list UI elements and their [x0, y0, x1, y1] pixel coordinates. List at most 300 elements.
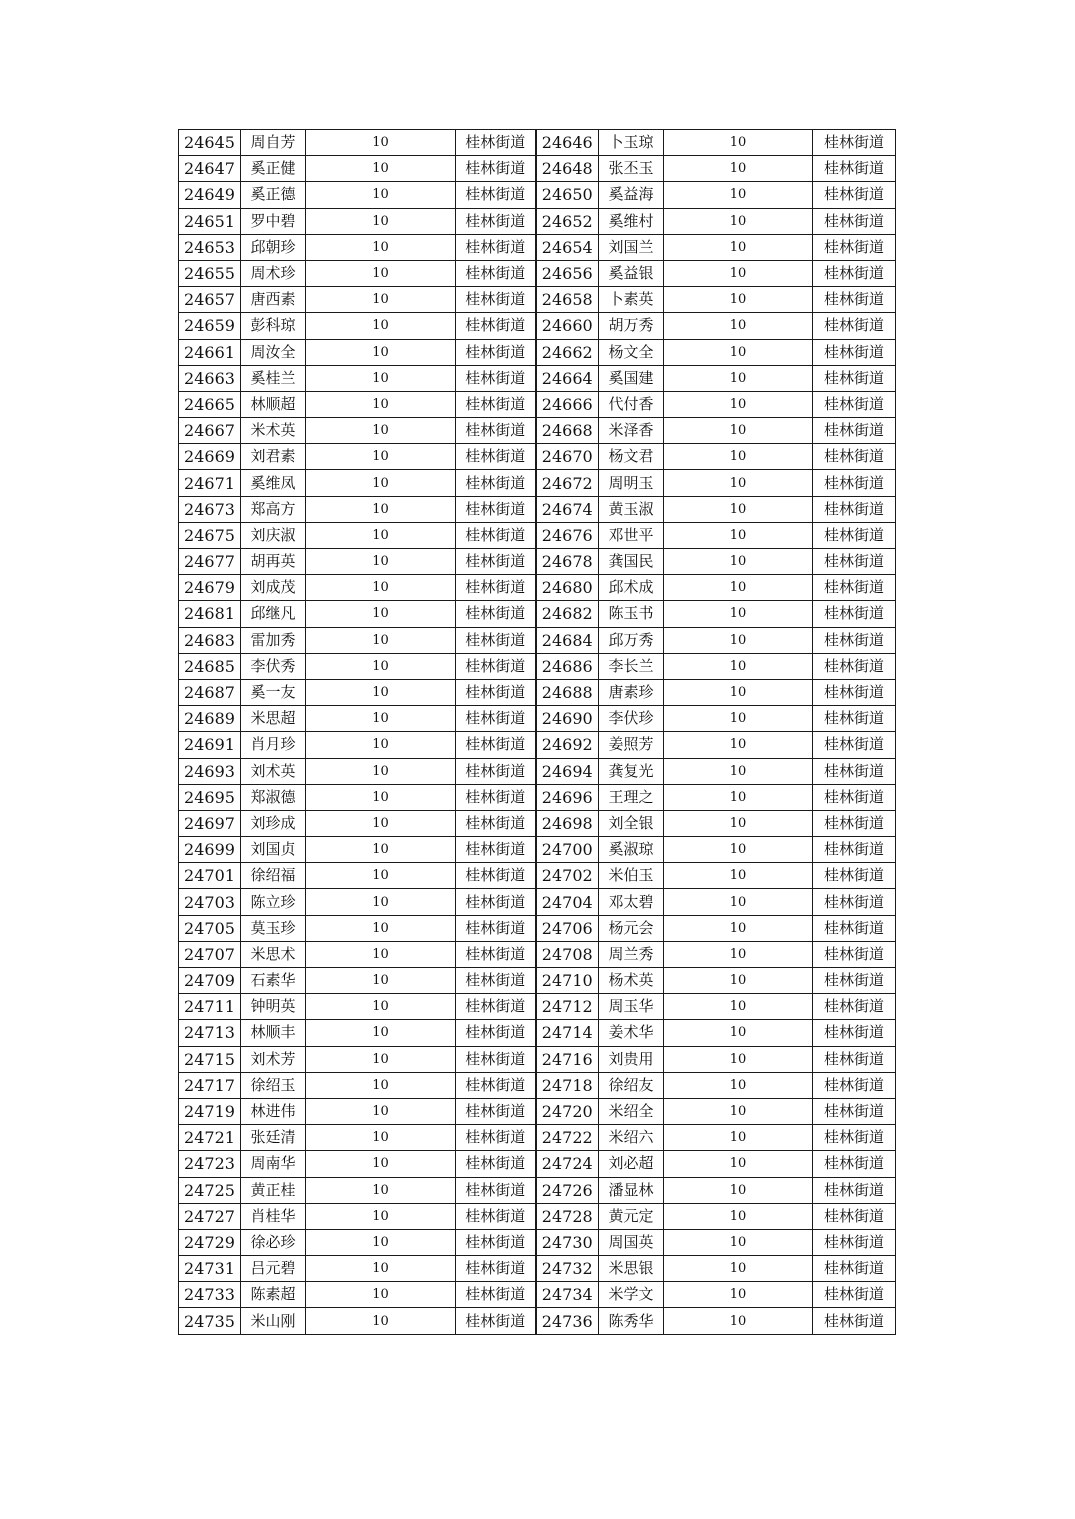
subdistrict-cell: 桂林街道: [813, 1125, 896, 1151]
record-id-cell: 24685: [179, 653, 241, 679]
amount-cell: 10: [306, 234, 456, 260]
person-name-cell: 胡万秀: [599, 313, 664, 339]
subdistrict-cell: 桂林街道: [813, 706, 896, 732]
amount-cell: 10: [306, 1203, 456, 1229]
subdistrict-cell: 桂林街道: [456, 418, 536, 444]
record-id-cell: 24674: [536, 496, 599, 522]
record-id-cell: 24683: [179, 627, 241, 653]
subdistrict-cell: 桂林街道: [456, 182, 536, 208]
table-row: [179, 1282, 896, 1308]
table-row: [179, 260, 896, 286]
person-name-cell: 肖月珍: [241, 732, 306, 758]
person-name-cell: 徐绍玉: [241, 1072, 306, 1098]
roster-body: [179, 130, 896, 1335]
subdistrict-cell: 桂林街道: [456, 732, 536, 758]
amount-cell: 10: [664, 706, 813, 732]
record-id-cell: 24719: [179, 1098, 241, 1124]
record-id-cell: 24670: [536, 444, 599, 470]
amount-cell: 10: [306, 1125, 456, 1151]
record-id-cell: 24646: [536, 130, 599, 156]
subdistrict-cell: 桂林街道: [813, 837, 896, 863]
table-row: [179, 339, 896, 365]
record-id-cell: 24661: [179, 339, 241, 365]
subdistrict-cell: 桂林街道: [813, 732, 896, 758]
amount-cell: 10: [306, 653, 456, 679]
record-id-cell: 24730: [536, 1229, 599, 1255]
person-name-cell: 周明玉: [599, 470, 664, 496]
amount-cell: 10: [664, 313, 813, 339]
subdistrict-cell: 桂林街道: [813, 968, 896, 994]
amount-cell: 10: [664, 130, 813, 156]
subdistrict-cell: 桂林街道: [456, 470, 536, 496]
record-id-cell: 24712: [536, 994, 599, 1020]
amount-cell: 10: [306, 260, 456, 286]
person-name-cell: 刘君素: [241, 444, 306, 470]
record-id-cell: 24698: [536, 810, 599, 836]
table-row: [179, 234, 896, 260]
amount-cell: 10: [306, 679, 456, 705]
table-row: [179, 313, 896, 339]
subdistrict-cell: 桂林街道: [456, 287, 536, 313]
record-id-cell: 24705: [179, 915, 241, 941]
subdistrict-cell: 桂林街道: [813, 994, 896, 1020]
subdistrict-cell: 桂林街道: [456, 234, 536, 260]
amount-cell: 10: [664, 444, 813, 470]
record-id-cell: 24686: [536, 653, 599, 679]
subdistrict-cell: 桂林街道: [813, 863, 896, 889]
subdistrict-cell: 桂林街道: [813, 941, 896, 967]
amount-cell: 10: [306, 391, 456, 417]
table-row: [179, 968, 896, 994]
record-id-cell: 24648: [536, 156, 599, 182]
person-name-cell: 周南华: [241, 1151, 306, 1177]
record-id-cell: 24679: [179, 575, 241, 601]
table-row: [179, 522, 896, 548]
table-row: [179, 418, 896, 444]
person-name-cell: 周汝全: [241, 339, 306, 365]
record-id-cell: 24652: [536, 208, 599, 234]
table-row: [179, 496, 896, 522]
record-id-cell: 24724: [536, 1151, 599, 1177]
record-id-cell: 24688: [536, 679, 599, 705]
record-id-cell: 24703: [179, 889, 241, 915]
subdistrict-cell: 桂林街道: [813, 1020, 896, 1046]
amount-cell: 10: [664, 339, 813, 365]
person-name-cell: 奚正德: [241, 182, 306, 208]
record-id-cell: 24706: [536, 915, 599, 941]
record-id-cell: 24651: [179, 208, 241, 234]
record-id-cell: 24664: [536, 365, 599, 391]
amount-cell: 10: [664, 837, 813, 863]
table-row: [179, 1072, 896, 1098]
table-row: [179, 732, 896, 758]
record-id-cell: 24731: [179, 1256, 241, 1282]
person-name-cell: 米绍六: [599, 1125, 664, 1151]
record-id-cell: 24720: [536, 1098, 599, 1124]
table-row: [179, 889, 896, 915]
table-row: [179, 627, 896, 653]
person-name-cell: 刘国贞: [241, 837, 306, 863]
person-name-cell: 刘贵用: [599, 1046, 664, 1072]
person-name-cell: 周兰秀: [599, 941, 664, 967]
amount-cell: 10: [664, 915, 813, 941]
subdistrict-cell: 桂林街道: [813, 522, 896, 548]
record-id-cell: 24692: [536, 732, 599, 758]
amount-cell: 10: [664, 470, 813, 496]
amount-cell: 10: [664, 522, 813, 548]
amount-cell: 10: [306, 758, 456, 784]
subdistrict-cell: 桂林街道: [813, 182, 896, 208]
amount-cell: 10: [664, 365, 813, 391]
record-id-cell: 24687: [179, 679, 241, 705]
subdistrict-cell: 桂林街道: [813, 1256, 896, 1282]
record-id-cell: 24711: [179, 994, 241, 1020]
subdistrict-cell: 桂林街道: [813, 889, 896, 915]
table-row: [179, 130, 896, 156]
record-id-cell: 24653: [179, 234, 241, 260]
amount-cell: 10: [664, 182, 813, 208]
table-row: [179, 1098, 896, 1124]
subdistrict-cell: 桂林街道: [456, 260, 536, 286]
record-id-cell: 24675: [179, 522, 241, 548]
record-id-cell: 24729: [179, 1229, 241, 1255]
subdistrict-cell: 桂林街道: [813, 208, 896, 234]
person-name-cell: 奚淑琼: [599, 837, 664, 863]
subdistrict-cell: 桂林街道: [813, 313, 896, 339]
amount-cell: 10: [306, 1308, 456, 1334]
subdistrict-cell: 桂林街道: [813, 653, 896, 679]
person-name-cell: 奚桂兰: [241, 365, 306, 391]
person-name-cell: 唐素珍: [599, 679, 664, 705]
table-row: [179, 470, 896, 496]
person-name-cell: 周自芳: [241, 130, 306, 156]
person-name-cell: 邱万秀: [599, 627, 664, 653]
subdistrict-cell: 桂林街道: [813, 287, 896, 313]
subdistrict-cell: 桂林街道: [456, 1203, 536, 1229]
amount-cell: 10: [306, 156, 456, 182]
amount-cell: 10: [306, 1229, 456, 1255]
amount-cell: 10: [664, 1308, 813, 1334]
amount-cell: 10: [664, 1098, 813, 1124]
person-name-cell: 陈素超: [241, 1282, 306, 1308]
subdistrict-cell: 桂林街道: [813, 1229, 896, 1255]
record-id-cell: 24696: [536, 784, 599, 810]
subdistrict-cell: 桂林街道: [813, 365, 896, 391]
table-row: [179, 941, 896, 967]
amount-cell: 10: [664, 653, 813, 679]
table-row: [179, 1308, 896, 1334]
person-name-cell: 米思超: [241, 706, 306, 732]
amount-cell: 10: [306, 837, 456, 863]
person-name-cell: 邱术成: [599, 575, 664, 601]
record-id-cell: 24650: [536, 182, 599, 208]
record-id-cell: 24658: [536, 287, 599, 313]
record-id-cell: 24663: [179, 365, 241, 391]
record-id-cell: 24721: [179, 1125, 241, 1151]
subdistrict-cell: 桂林街道: [456, 522, 536, 548]
amount-cell: 10: [664, 601, 813, 627]
table-row: [179, 915, 896, 941]
subdistrict-cell: 桂林街道: [456, 496, 536, 522]
subdistrict-cell: 桂林街道: [456, 889, 536, 915]
person-name-cell: 罗中碧: [241, 208, 306, 234]
amount-cell: 10: [664, 549, 813, 575]
subdistrict-cell: 桂林街道: [813, 444, 896, 470]
subdistrict-cell: 桂林街道: [813, 1098, 896, 1124]
record-id-cell: 24694: [536, 758, 599, 784]
subdistrict-cell: 桂林街道: [813, 1177, 896, 1203]
person-name-cell: 李伏珍: [599, 706, 664, 732]
amount-cell: 10: [306, 444, 456, 470]
record-id-cell: 24732: [536, 1256, 599, 1282]
person-name-cell: 石素华: [241, 968, 306, 994]
record-id-cell: 24660: [536, 313, 599, 339]
subdistrict-cell: 桂林街道: [813, 1282, 896, 1308]
record-id-cell: 24684: [536, 627, 599, 653]
record-id-cell: 24647: [179, 156, 241, 182]
subdistrict-cell: 桂林街道: [813, 1046, 896, 1072]
person-name-cell: 李长兰: [599, 653, 664, 679]
person-name-cell: 黄正桂: [241, 1177, 306, 1203]
person-name-cell: 龚国民: [599, 549, 664, 575]
record-id-cell: 24662: [536, 339, 599, 365]
amount-cell: 10: [664, 1203, 813, 1229]
subdistrict-cell: 桂林街道: [813, 130, 896, 156]
record-id-cell: 24654: [536, 234, 599, 260]
table-row: [179, 444, 896, 470]
record-id-cell: 24707: [179, 941, 241, 967]
record-id-cell: 24645: [179, 130, 241, 156]
subdistrict-cell: 桂林街道: [813, 260, 896, 286]
person-name-cell: 姜术华: [599, 1020, 664, 1046]
table-row: [179, 601, 896, 627]
record-id-cell: 24735: [179, 1308, 241, 1334]
person-name-cell: 姜照芳: [599, 732, 664, 758]
person-name-cell: 郑淑德: [241, 784, 306, 810]
table-row: [179, 837, 896, 863]
person-name-cell: 米思银: [599, 1256, 664, 1282]
subdistrict-cell: 桂林街道: [813, 575, 896, 601]
record-id-cell: 24695: [179, 784, 241, 810]
subdistrict-cell: 桂林街道: [456, 1098, 536, 1124]
roster-table: [178, 129, 896, 1335]
person-name-cell: 刘国兰: [599, 234, 664, 260]
table-row: [179, 784, 896, 810]
person-name-cell: 奚益银: [599, 260, 664, 286]
subdistrict-cell: 桂林街道: [456, 1256, 536, 1282]
amount-cell: 10: [664, 810, 813, 836]
table-row: [179, 653, 896, 679]
record-id-cell: 24728: [536, 1203, 599, 1229]
subdistrict-cell: 桂林街道: [813, 496, 896, 522]
subdistrict-cell: 桂林街道: [456, 575, 536, 601]
subdistrict-cell: 桂林街道: [813, 156, 896, 182]
amount-cell: 10: [664, 679, 813, 705]
person-name-cell: 郑高方: [241, 496, 306, 522]
subdistrict-cell: 桂林街道: [456, 810, 536, 836]
amount-cell: 10: [306, 287, 456, 313]
record-id-cell: 24657: [179, 287, 241, 313]
subdistrict-cell: 桂林街道: [456, 549, 536, 575]
person-name-cell: 奚维凤: [241, 470, 306, 496]
record-id-cell: 24704: [536, 889, 599, 915]
record-id-cell: 24669: [179, 444, 241, 470]
subdistrict-cell: 桂林街道: [813, 339, 896, 365]
subdistrict-cell: 桂林街道: [456, 758, 536, 784]
person-name-cell: 邱继凡: [241, 601, 306, 627]
subdistrict-cell: 桂林街道: [813, 391, 896, 417]
subdistrict-cell: 桂林街道: [456, 313, 536, 339]
table-row: [179, 391, 896, 417]
record-id-cell: 24697: [179, 810, 241, 836]
person-name-cell: 周国英: [599, 1229, 664, 1255]
record-id-cell: 24676: [536, 522, 599, 548]
subdistrict-cell: 桂林街道: [456, 1072, 536, 1098]
person-name-cell: 刘术英: [241, 758, 306, 784]
amount-cell: 10: [664, 941, 813, 967]
table-row: [179, 1125, 896, 1151]
record-id-cell: 24691: [179, 732, 241, 758]
subdistrict-cell: 桂林街道: [456, 706, 536, 732]
amount-cell: 10: [664, 784, 813, 810]
person-name-cell: 邓太碧: [599, 889, 664, 915]
person-name-cell: 莫玉珍: [241, 915, 306, 941]
amount-cell: 10: [664, 391, 813, 417]
table-row: [179, 1046, 896, 1072]
subdistrict-cell: 桂林街道: [456, 968, 536, 994]
person-name-cell: 米术英: [241, 418, 306, 444]
person-name-cell: 李伏秀: [241, 653, 306, 679]
record-id-cell: 24725: [179, 1177, 241, 1203]
amount-cell: 10: [664, 1151, 813, 1177]
record-id-cell: 24723: [179, 1151, 241, 1177]
person-name-cell: 胡再英: [241, 549, 306, 575]
person-name-cell: 周玉华: [599, 994, 664, 1020]
subdistrict-cell: 桂林街道: [456, 1177, 536, 1203]
person-name-cell: 代付香: [599, 391, 664, 417]
subdistrict-cell: 桂林街道: [813, 1203, 896, 1229]
subdistrict-cell: 桂林街道: [813, 915, 896, 941]
subdistrict-cell: 桂林街道: [813, 810, 896, 836]
amount-cell: 10: [664, 287, 813, 313]
person-name-cell: 邱朝珍: [241, 234, 306, 260]
person-name-cell: 徐必珍: [241, 1229, 306, 1255]
amount-cell: 10: [306, 549, 456, 575]
amount-cell: 10: [664, 1177, 813, 1203]
record-id-cell: 24715: [179, 1046, 241, 1072]
amount-cell: 10: [664, 627, 813, 653]
subdistrict-cell: 桂林街道: [456, 365, 536, 391]
subdistrict-cell: 桂林街道: [456, 679, 536, 705]
amount-cell: 10: [306, 208, 456, 234]
subdistrict-cell: 桂林街道: [813, 470, 896, 496]
person-name-cell: 张廷清: [241, 1125, 306, 1151]
subdistrict-cell: 桂林街道: [456, 156, 536, 182]
person-name-cell: 奚国建: [599, 365, 664, 391]
record-id-cell: 24709: [179, 968, 241, 994]
amount-cell: 10: [664, 889, 813, 915]
amount-cell: 10: [664, 496, 813, 522]
subdistrict-cell: 桂林街道: [456, 1151, 536, 1177]
record-id-cell: 24671: [179, 470, 241, 496]
subdistrict-cell: 桂林街道: [456, 863, 536, 889]
person-name-cell: 刘术芳: [241, 1046, 306, 1072]
subdistrict-cell: 桂林街道: [456, 1229, 536, 1255]
record-id-cell: 24701: [179, 863, 241, 889]
record-id-cell: 24702: [536, 863, 599, 889]
subdistrict-cell: 桂林街道: [456, 627, 536, 653]
amount-cell: 10: [306, 810, 456, 836]
table-row: [179, 994, 896, 1020]
record-id-cell: 24677: [179, 549, 241, 575]
person-name-cell: 卜素英: [599, 287, 664, 313]
person-name-cell: 陈立珍: [241, 889, 306, 915]
subdistrict-cell: 桂林街道: [456, 208, 536, 234]
person-name-cell: 王理之: [599, 784, 664, 810]
record-id-cell: 24649: [179, 182, 241, 208]
record-id-cell: 24690: [536, 706, 599, 732]
subdistrict-cell: 桂林街道: [813, 601, 896, 627]
amount-cell: 10: [306, 365, 456, 391]
table-row: [179, 706, 896, 732]
person-name-cell: 卜玉琼: [599, 130, 664, 156]
subdistrict-cell: 桂林街道: [813, 784, 896, 810]
subdistrict-cell: 桂林街道: [813, 549, 896, 575]
amount-cell: 10: [306, 889, 456, 915]
record-id-cell: 24722: [536, 1125, 599, 1151]
person-name-cell: 刘成茂: [241, 575, 306, 601]
person-name-cell: 刘庆淑: [241, 522, 306, 548]
person-name-cell: 刘必超: [599, 1151, 664, 1177]
amount-cell: 10: [306, 941, 456, 967]
subdistrict-cell: 桂林街道: [456, 444, 536, 470]
amount-cell: 10: [664, 1125, 813, 1151]
person-name-cell: 杨元会: [599, 915, 664, 941]
subdistrict-cell: 桂林街道: [456, 653, 536, 679]
subdistrict-cell: 桂林街道: [456, 1308, 536, 1334]
amount-cell: 10: [306, 313, 456, 339]
person-name-cell: 奚益海: [599, 182, 664, 208]
record-id-cell: 24656: [536, 260, 599, 286]
person-name-cell: 徐绍福: [241, 863, 306, 889]
person-name-cell: 米绍全: [599, 1098, 664, 1124]
table-row: [179, 182, 896, 208]
amount-cell: 10: [306, 863, 456, 889]
amount-cell: 10: [306, 339, 456, 365]
amount-cell: 10: [664, 1020, 813, 1046]
person-name-cell: 奚维村: [599, 208, 664, 234]
person-name-cell: 林顺丰: [241, 1020, 306, 1046]
amount-cell: 10: [664, 1229, 813, 1255]
person-name-cell: 邓世平: [599, 522, 664, 548]
table-row: [179, 1151, 896, 1177]
table-row: [179, 1177, 896, 1203]
record-id-cell: 24726: [536, 1177, 599, 1203]
amount-cell: 10: [306, 1151, 456, 1177]
amount-cell: 10: [306, 706, 456, 732]
amount-cell: 10: [306, 627, 456, 653]
person-name-cell: 杨术英: [599, 968, 664, 994]
amount-cell: 10: [306, 470, 456, 496]
person-name-cell: 米伯玉: [599, 863, 664, 889]
record-id-cell: 24708: [536, 941, 599, 967]
subdistrict-cell: 桂林街道: [456, 837, 536, 863]
record-id-cell: 24668: [536, 418, 599, 444]
person-name-cell: 吕元碧: [241, 1256, 306, 1282]
subdistrict-cell: 桂林街道: [456, 601, 536, 627]
amount-cell: 10: [306, 182, 456, 208]
record-id-cell: 24672: [536, 470, 599, 496]
